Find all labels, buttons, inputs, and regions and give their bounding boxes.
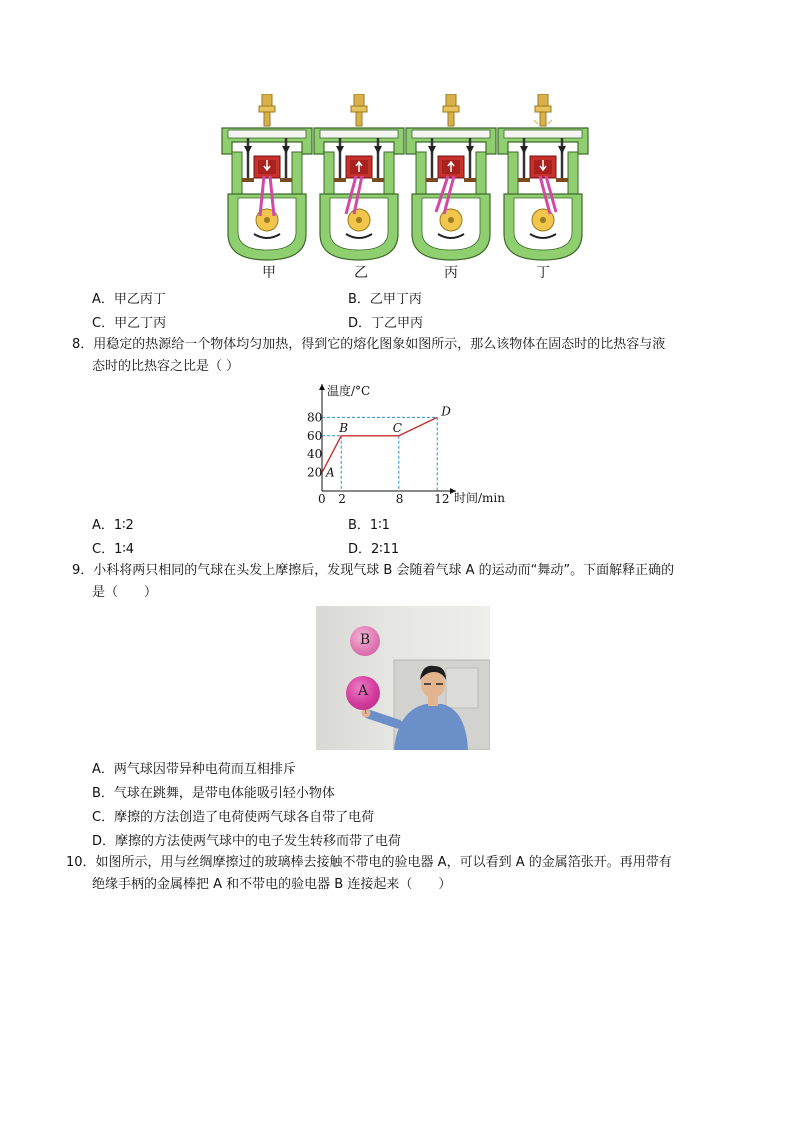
- balloon-photo: [316, 606, 490, 750]
- x-tick-label: 12: [434, 492, 450, 506]
- x-tick-label: 0: [318, 492, 326, 506]
- q9-option-b: B．气球在跳舞，是带电体能吸引轻小物体: [92, 786, 335, 801]
- engine-label-yi: 乙: [354, 265, 368, 281]
- balloon-photo-svg: [316, 606, 490, 750]
- q9-option-c: C．摩擦的方法创造了电荷使两气球各自带了电荷: [92, 810, 375, 825]
- q8-option-b: B．1∶1: [348, 518, 390, 533]
- balloon-a-label: A: [357, 683, 369, 699]
- x-tick-label: 8: [395, 492, 404, 506]
- engine-label-bing: 丙: [444, 265, 458, 281]
- x-axis-label: 时间/min: [454, 491, 505, 505]
- y-axis-label: 温度/°C: [327, 384, 371, 398]
- point-label-a: A: [326, 465, 335, 480]
- y-tick-label: 60: [307, 428, 323, 443]
- q8-option-a: A．1∶2: [92, 518, 134, 533]
- y-tick-label: 40: [307, 447, 323, 462]
- balloon-b-label: B: [359, 632, 371, 648]
- engine-label-ding: 丁: [536, 265, 550, 281]
- y-tick-label: 20: [307, 465, 323, 480]
- q7-option-d: D．丁乙甲丙: [348, 316, 424, 331]
- point-label-c: C: [392, 420, 402, 435]
- q8-question-line1: 8．用稳定的热源给一个物体均匀加热，得到它的熔化图象如图所示，那么该物体在固态时的比热容与液: [72, 337, 666, 352]
- q8-option-d: D．2∶11: [348, 542, 400, 557]
- q9-option-a: A．两气球因带异种电荷而互相排斥: [92, 762, 296, 777]
- q10-question-line1: 10．如图所示，用与丝绸摩擦过的玻璃棒去接触不带电的验电器 A，可以看到 A 的金属箔张开。再用带有: [66, 855, 672, 870]
- q9-question-line2: 是（ ）: [92, 585, 158, 600]
- q10-question-line2: 绝缘手柄的金属棒把 A 和不带电的验电器 B 连接起来（ ）: [92, 877, 452, 892]
- q7-option-c: C．甲乙丁丙: [92, 316, 167, 331]
- engine-diagrams: [218, 94, 592, 262]
- engine-label-jia: 甲: [262, 265, 276, 281]
- q7-option-b: B．乙甲丁丙: [348, 292, 422, 307]
- melting-chart: [296, 378, 526, 508]
- q9-option-d: D．摩擦的方法使两气球中的电子发生转移而带了电荷: [92, 834, 402, 849]
- q8-option-c: C．1∶4: [92, 542, 135, 557]
- melting-chart-svg: [296, 378, 526, 508]
- x-tick-label: 2: [338, 492, 346, 506]
- q7-option-a: A．甲乙丙丁: [92, 292, 166, 307]
- q8-question-line2: 态时的比热容之比是（ ）: [92, 359, 240, 374]
- q9-question-line1: 9．小科将两只相同的气球在头发上摩擦后，发现气球 B 会随着气球 A 的运动而“舞动”。下面解释正确的: [72, 563, 675, 578]
- point-label-b: B: [339, 420, 349, 435]
- point-label-d: D: [441, 404, 451, 419]
- engine-diagram-svg: [218, 94, 592, 262]
- y-tick-label: 80: [307, 410, 323, 425]
